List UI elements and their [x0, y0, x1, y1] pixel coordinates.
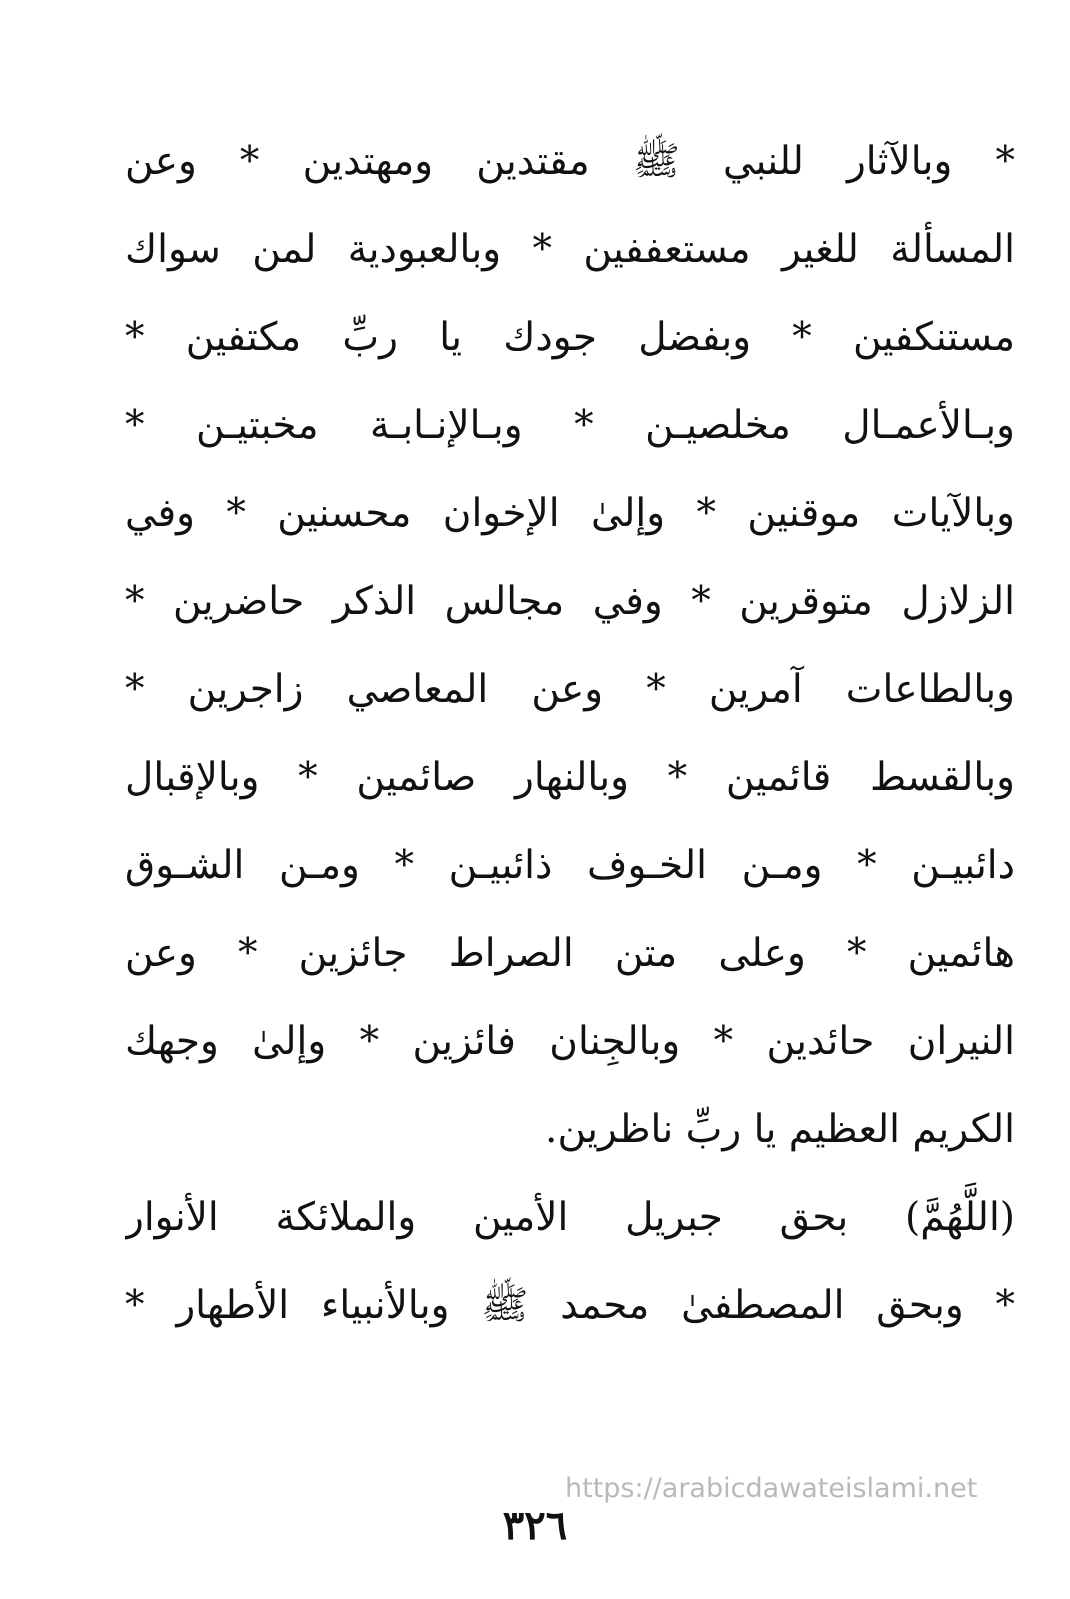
text-line: الكريم العظيم يا ربِّ ناظرين. [545, 1107, 1015, 1152]
body-text [125, 118, 1015, 1350]
text-line: هائمين * وعلى متن الصراط جائزين * وعن [125, 931, 1015, 976]
text-line: وبالطاعات آمرين * وعن المعاصي زاجرين * [125, 667, 1015, 712]
text-line: مستنكفين * وبفضل جودك يا ربِّ مكتفين * [125, 315, 1015, 360]
text-line: الزلازل متوقرين * وفي مجالس الذكر حاضرين * [125, 579, 1015, 624]
text-line: * وبالآثار للنبي ﷺ مقتدين ومهتدين * وعن [125, 139, 1015, 184]
text-line: وبالقسط قائمين * وبالنهار صائمين * وبالإقبال [125, 755, 1015, 800]
text-line: المسألة للغير مستعففين * وبالعبودية لمن سواك [125, 227, 1015, 272]
page-number: ٣٢٦ [502, 1502, 568, 1549]
watermark-url: https://arabicdawateislami.net [565, 1473, 978, 1504]
text-line: دائبيـن * ومـن الخـوف ذائبيـن * ومـن الشـوق [125, 843, 1015, 888]
text-line: النيران حائدين * وبالجِنان فائزين * وإلىٰ وجهك [125, 1019, 1015, 1064]
text-line: وبـالأعمـال مخلصيـن * وبـالإنـابـة مخبتيـن * [125, 403, 1015, 448]
text-line: * وبحق المصطفىٰ محمد ﷺ وبالأنبياء الأطهار * [125, 1283, 1015, 1328]
text-line: وبالآيات موقنين * وإلىٰ الإخوان محسنين * وفي [125, 491, 1015, 536]
text-line: (اللَّهُمَّ) بحق جبريل الأمين والملائكة الأنوار [125, 1195, 1015, 1240]
